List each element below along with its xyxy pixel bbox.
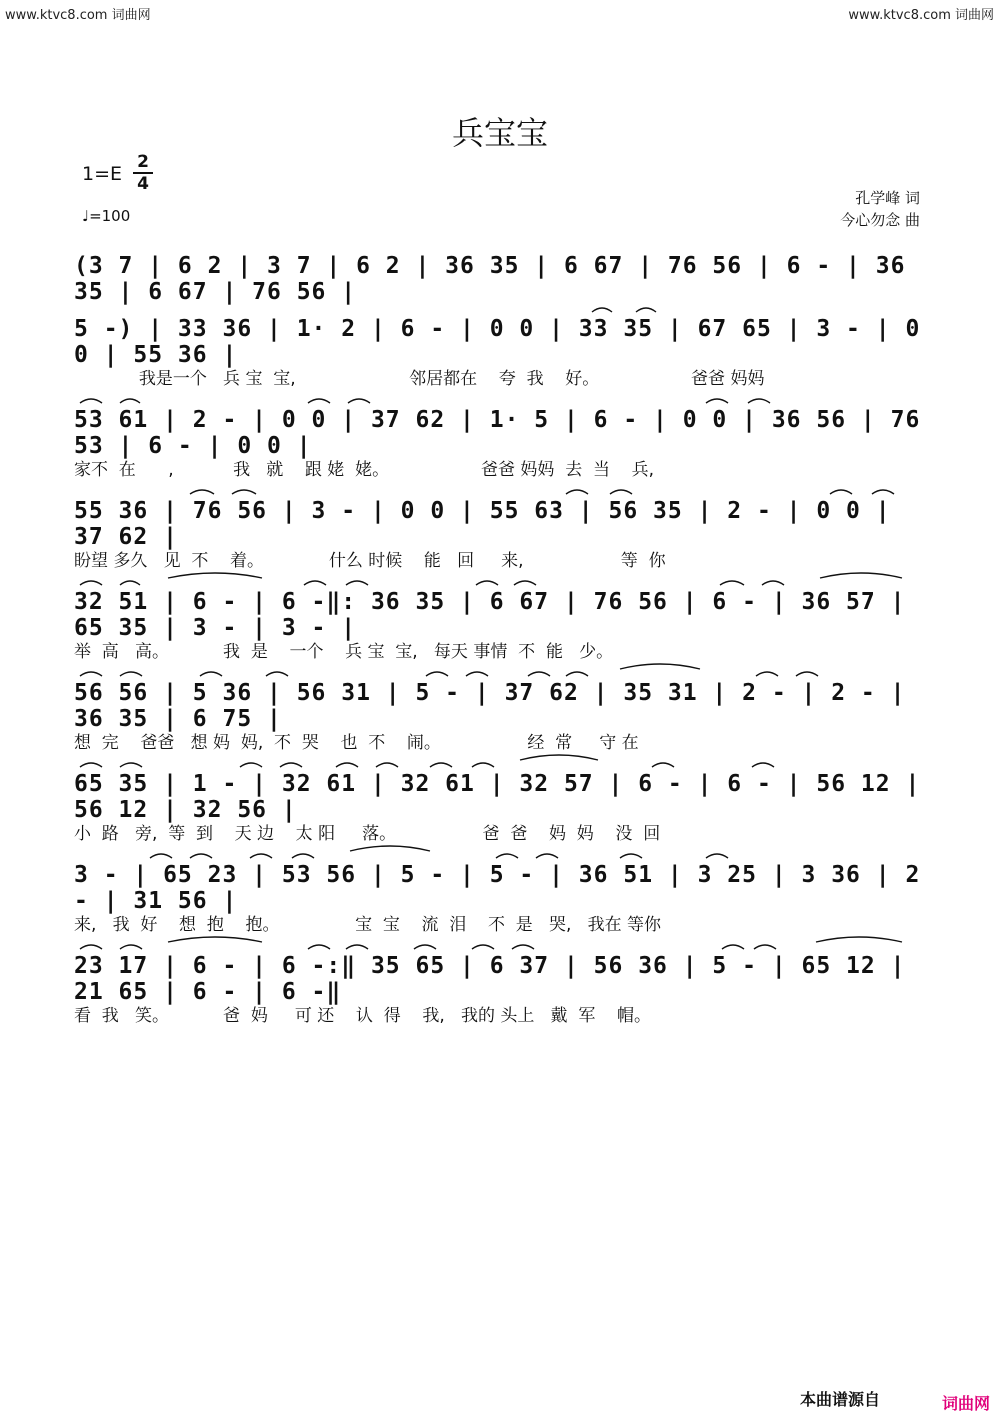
slur — [722, 945, 744, 949]
notation-line: 55 36 | 76 56 | 3 - | 0 0 | 55 63 | 56 35 | 2 - | 0 0 | 37 62 | — [74, 498, 891, 550]
slur — [520, 755, 598, 760]
composer-credit: 今心勿念 曲 — [840, 211, 920, 229]
site-logo: 词曲网 — [936, 1391, 996, 1413]
slur — [512, 945, 534, 949]
slur — [610, 490, 632, 494]
time-signature-bottom: 4 — [137, 174, 149, 194]
notation-line: 5 -) | 33 36 | 1· 2 | 6 - | 0 0 | 33 35 | 67 65 | 3 - | 0 0 | 55 36 | — [74, 316, 921, 368]
slur — [120, 581, 140, 585]
slur — [168, 937, 262, 942]
slur — [820, 573, 902, 578]
slur — [528, 672, 550, 676]
time-signature — [133, 153, 153, 193]
slur — [240, 763, 262, 767]
slur — [120, 399, 140, 403]
notation-line: 3 - | 65 23 | 53 56 | 5 - | 5 - | 36 51 | 3 25 | 3 36 | 2 - | 31 56 | — [74, 862, 921, 914]
slur — [308, 399, 330, 403]
slur — [308, 945, 330, 949]
score-row — [74, 316, 928, 389]
slur — [80, 945, 102, 949]
slur — [120, 945, 142, 949]
watermark-right: www.ktvc8.com 词曲网 — [848, 8, 994, 23]
notation-line: 56 56 | 5 36 | 56 31 | 5 - | 37 62 | 35 31 | 2 - | 2 - | 36 35 | 6 75 | — [74, 680, 906, 732]
slur — [720, 581, 744, 585]
lyricist-credit: 孔学峰 词 — [855, 189, 920, 207]
slur — [830, 490, 852, 494]
slur — [292, 854, 314, 858]
slur — [472, 945, 494, 949]
source-note: 本曲谱源自 — [799, 1390, 880, 1409]
slur — [476, 581, 498, 585]
slur — [816, 937, 902, 942]
slur — [250, 854, 272, 858]
slur — [752, 763, 774, 767]
slur — [266, 672, 288, 676]
slur — [304, 581, 326, 585]
slur — [80, 763, 102, 767]
slur — [566, 490, 588, 494]
slur — [350, 846, 430, 851]
slur — [190, 854, 212, 858]
lyric-line: 来, 我 好 想 抱 抱。 宝 宝 流 泪 不 是 哭, 我在 等你 — [74, 915, 661, 935]
score-row — [74, 862, 928, 935]
slur — [348, 399, 370, 403]
score-row — [74, 407, 928, 480]
slur — [376, 763, 398, 767]
slur — [346, 945, 368, 949]
slur — [472, 763, 494, 767]
slur — [336, 763, 358, 767]
score-row — [74, 771, 928, 844]
watermark-left: www.ktvc8.com 词曲网 — [5, 8, 151, 23]
slur — [120, 672, 142, 676]
slur — [592, 308, 612, 312]
score-row — [74, 498, 928, 571]
lyric-line: 看 我 笑。 爸 妈 可 还 认 得 我, 我的 头上 戴 军 帽。 — [74, 1006, 651, 1026]
slur — [496, 854, 518, 858]
lyric-line: 想 完 爸爸 想 妈 妈, 不 哭 也 不 闹。 经 常 守 在 — [74, 733, 639, 753]
slur — [150, 854, 172, 858]
slur — [200, 672, 222, 676]
slur — [796, 672, 818, 676]
notation-line: 53 61 | 2 - | 0 0 | 37 62 | 1· 5 | 6 - | 0 0 | 36 56 | 76 53 | 6 - | 0 0 | — [74, 407, 921, 459]
notation-line: (3 7 | 6 2 | 3 7 | 6 2 | 36 35 | 6 67 | 76 56 | 6 - | 36 35 | 6 67 | 76 56 | — [74, 253, 906, 305]
slur — [426, 672, 448, 676]
score-row — [74, 953, 928, 1026]
slur — [620, 664, 700, 669]
slur — [756, 672, 778, 676]
notation-line: 65 35 | 1 - | 32 61 | 32 61 | 32 57 | 6 - | 6 - | 56 12 | 56 12 | 32 56 | — [74, 771, 921, 823]
score-row — [74, 589, 928, 662]
lyric-line: 家不 在 , 我 就 跟 姥 姥。 爸爸 妈妈 去 当 兵, — [74, 460, 655, 480]
lyric-line: 小 路 旁, 等 到 天 边 太 阳 落。 爸 爸 妈 妈 没 回 — [74, 824, 661, 844]
slur — [706, 854, 728, 858]
slur — [120, 763, 142, 767]
slur — [536, 854, 558, 858]
slur — [514, 581, 536, 585]
notation-line: 32 51 | 6 - | 6 -‖: 36 35 | 6 67 | 76 56 | 6 - | 36 57 | 65 35 | 3 - | 3 - | — [74, 589, 906, 641]
slur — [872, 490, 894, 494]
time-signature-top: 2 — [137, 152, 149, 172]
slur — [190, 490, 214, 494]
score-row — [74, 680, 928, 753]
slur — [414, 945, 436, 949]
slur — [754, 945, 776, 949]
notation-line: 23 17 | 6 - | 6 -:‖ 35 65 | 6 37 | 56 36 | 5 - | 65 12 | 21 65 | 6 - | 6 -‖ — [74, 953, 906, 1005]
score-row — [74, 253, 928, 303]
slur — [346, 581, 368, 585]
lyric-line: 举 高 高。 我 是 一个 兵 宝 宝, 每天 事情 不 能 少。 — [74, 642, 614, 662]
slur — [80, 672, 102, 676]
slur — [466, 672, 488, 676]
slur — [706, 399, 728, 403]
slur — [80, 581, 102, 585]
slur — [168, 573, 262, 578]
slur — [748, 399, 770, 403]
lyric-line: 我是一个 兵 宝 宝, 邻居都在 夸 我 好。 爸爸 妈妈 — [74, 369, 765, 389]
tempo-marking: ♩=100 — [82, 207, 131, 225]
slur — [762, 581, 784, 585]
slur — [80, 399, 102, 403]
lyric-line: 盼望 多久 见 不 着。 什么 时候 能 回 来, 等 你 — [74, 551, 666, 571]
slur — [280, 763, 302, 767]
song-title: 兵宝宝 — [451, 114, 548, 152]
slur — [636, 308, 656, 312]
slur — [566, 672, 588, 676]
slur — [232, 490, 256, 494]
slur — [430, 763, 452, 767]
key-signature: 1=E — [82, 163, 123, 185]
slur — [620, 854, 642, 858]
slur — [652, 763, 674, 767]
